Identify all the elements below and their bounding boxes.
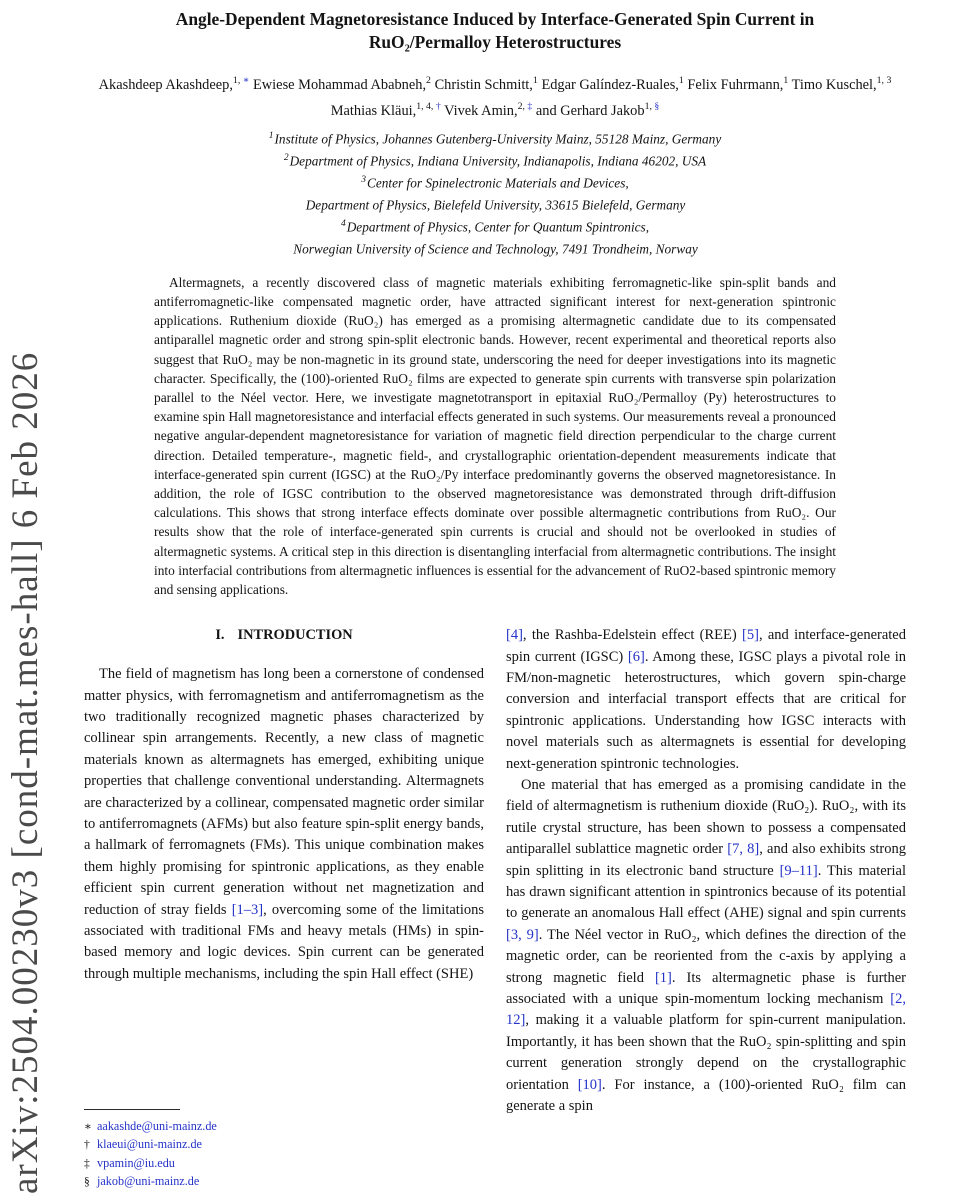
author-name: and Gerhard Jakob [535, 102, 645, 119]
body-text: One material that has emerged as a promising candidate in the field of altermagnetism is ruthenium dioxide (RuO₂). RuO₂, with its rutile crystal structure, has been shown to possess a compensated antiparallel sublattice magnetic order [506, 776, 906, 858]
affiliation-text: Department of Physics, Bielefeld University, 33615 Bielefeld, Germany [305, 197, 686, 213]
affiliation-line [84, 215, 906, 237]
body-text: , overcoming some of the limitations associated with traditional FMs and heavy metals (HMs) in spin-based memory and logic devices. Spin current can be generated through multiple mechanisms, including the spin Hall effect (SHE) [84, 901, 484, 982]
body-text: , the Rashba-Edelstein effect (REE) [522, 627, 743, 644]
author-list [84, 70, 906, 122]
body-text: , and interface-generated spin current (IGSC) [506, 627, 906, 665]
author-affil-sup [416, 101, 441, 112]
affiliation-line [84, 171, 906, 193]
author-affil-sup [877, 75, 892, 86]
author-sup-numbers: 2, [517, 100, 528, 112]
citation-link[interactable]: [1–3] [231, 901, 264, 918]
intro-paragraph-2 [506, 775, 906, 1118]
affiliation-line [84, 193, 906, 215]
body-text: . The Néel vector in RuO₂, which defines the direction of the magnetic order, can be reoriented from the c-axis by applying a strong magnetic field [506, 926, 906, 986]
affiliation-line [84, 149, 906, 171]
affiliation-text: Norwegian University of Science and Technology, 7491 Trondheim, Norway [293, 241, 698, 257]
footnote-mark: ‡ [84, 1157, 90, 1170]
abstract [154, 273, 836, 599]
author-sup-numbers: 1 [532, 75, 538, 86]
affiliation-line [84, 237, 906, 259]
author-affil-sup [783, 75, 788, 86]
author [330, 100, 441, 119]
author-sup-numbers: 1, [232, 75, 243, 86]
author-name: Mathias Kläui, [330, 102, 417, 119]
footnotes [84, 1109, 484, 1200]
footnote-mark: † [84, 1139, 90, 1152]
body-text: The field of magnetism has long been a cornerstone of condensed matter physics, with ferromagnetism and antiferromagnetism as the two traditionally recognized magnetic phases characterized by collinear spin arrangements. Recently, a new class of magnetic materials known as altermagnets has emerged, exhibiting unique properties that challenge conventional understanding. Altermagnets are characterized by a collinear, compensated magnetic order similar to antiferromagnets (AFMs) but also feature spin-split energy bands, a hallmark of ferromagnets (FMs). This unique combination makes them highly promising for spintronic applications, as they enable efficient spin current generation without net magnetization and reduction of stray fields [84, 666, 484, 918]
author-footnote-mark[interactable]: ∗ [242, 75, 250, 86]
footnote-mark: ∗ [84, 1120, 92, 1133]
email-link[interactable]: jakob@uni-mainz.de [97, 1174, 200, 1189]
footnote-item [84, 1136, 484, 1155]
footnote-mark: § [84, 1176, 90, 1189]
intro-paragraph-1 [84, 664, 484, 985]
author-sup-numbers: 1, [644, 100, 655, 112]
author-sup-numbers: 1, 3 [876, 75, 892, 86]
body-text: , making it a valuable platform for spin-current manipulation. Importantly, it has been shown that the RuO₂ spin-splitting and spin current generation strongly depend on the crystallographic orientation [506, 1012, 906, 1093]
author-affil-sup [426, 75, 431, 86]
paper-title-line-1: Angle-Dependent Magnetoresistance Induced by Interface-Generated Spin Current in [175, 9, 815, 29]
abstract-text: Altermagnets, a recently discovered class of magnetic materials exhibiting ferromagnetic-like spin-split bands and antiferromagnetic-like compensated magnetic order, have attracted significant interest for next-generation spintronic applications. Ruthenium dioxide (RuO₂) has emerged as a promising altermagnetic candidate due to its compensated antiparallel magnetic order and strong spin-split electronic bands. However, recent experimental and theoretical reports also suggest that RuO₂ may be non-magnetic in its ground state, underscoring the need for deeper investigations into its magnetic character. Specifically, the (100)-oriented RuO₂ films are expected to generate spin currents with transverse spin polarization parallel to the Néel vector. Here, we investigate magnetotransport in epitaxial RuO₂/Permalloy (Py) heterostructures to examine spin Hall magnetoresistance and interfacial effects generated in such systems. Our measurements reveal a pronounced negative angular-dependent magnetoresistance for variation of magnetic field direction perpendicular to the charge current direction. Detailed temperature-, magnetic field-, and crystallographic orientation-dependent measurements indicate that interface-generated spin current (IGSC) at the RuO₂/Py interface predominantly governs the observed magnetoresistance. In addition, the role of IGSC contribution to the observed magnetoresistance was demonstrated through drift-diffusion calculations. This shows that strong interface effects dominate over possible altermagnetic contributions from RuO₂. Our results show that the role of interface-generated spin currents is crucial and should not be overlooked in studies of altermagnetic systems. A critical step in this direction is disentangling interfacial from altermagnetic contributions. The insight into interfacial contributions from altermagnetic influences is essential for the advancement of RuO2-based spintronic memory and sensing applications. [154, 274, 836, 597]
section-heading-introduction [84, 627, 484, 644]
body-text: . For instance, a (100)-oriented RuO₂ film can generate a spin [506, 1076, 906, 1115]
body-text: . Its altermagnetic phase is further associated with a unique spin-momentum locking mechanism [506, 969, 906, 1008]
author-name: Christin Schmitt, [434, 76, 533, 93]
affiliation-number: 1 [268, 130, 274, 141]
affiliation-number: 4 [340, 218, 346, 229]
footnote-item [84, 1173, 484, 1192]
body-text: . This material has drawn significant attention in spintronics because of its potential to generate an anomalous Hall effect (AHE) signal and spin currents [506, 862, 906, 922]
paper-title [84, 8, 906, 54]
author-sup-numbers: 1, 4, [416, 100, 436, 112]
affiliation-text: Center for Spinelectronic Materials and Devices, [367, 175, 629, 191]
author [435, 77, 538, 93]
email-link[interactable]: klaeui@uni-mainz.de [97, 1137, 202, 1152]
author-sup-numbers: 2 [426, 75, 431, 86]
author [792, 77, 892, 93]
author-name: Felix Fuhrmann, [687, 76, 784, 93]
footnote-rule [84, 1109, 180, 1110]
paper-content [84, 0, 906, 1200]
footnote-item [84, 1118, 484, 1137]
author-footnote-mark[interactable]: ‡ [527, 100, 533, 112]
affiliation-text: Department of Physics, Indiana University, Indianapolis, Indiana 46202, USA [289, 153, 707, 169]
author-sup-numbers: 1 [678, 75, 684, 86]
affiliation-number: 2 [283, 152, 289, 163]
right-column [506, 625, 906, 1200]
citation-link[interactable]: [9–11] [779, 862, 818, 879]
author-name: Akashdeep Akashdeep, [98, 76, 233, 93]
citation-link[interactable]: [1] [654, 969, 672, 986]
author-affil-sup [679, 75, 684, 86]
intro-paragraph-1-continued [506, 625, 906, 775]
author-name: Ewiese Mohammad Ababneh, [253, 76, 427, 93]
author [253, 77, 431, 93]
affiliation-line [84, 127, 906, 149]
author-affil-sup [233, 75, 249, 86]
citation-link[interactable]: [3, 9] [506, 926, 539, 943]
citation-link[interactable]: [4] [506, 627, 523, 644]
body-text: , and also exhibits strong spin splitting in its electronic band structure [506, 841, 906, 879]
paper-title-line-2: RuO₂/Permalloy Heterostructures [368, 32, 622, 52]
citation-link[interactable]: [6] [627, 648, 645, 665]
author-name: Vivek Amin, [444, 102, 518, 119]
email-link[interactable]: aakashde@uni-mainz.de [97, 1118, 217, 1133]
section-number: I. [215, 627, 225, 644]
author-footnote-mark[interactable]: § [654, 100, 660, 112]
email-link[interactable]: vpamin@iu.edu [97, 1155, 175, 1170]
author-affil-sup [518, 101, 533, 112]
author-affil-sup [533, 75, 538, 86]
body-text: . Among these, IGSC plays a pivotal role in FM/non-magnetic heterostructures, which govern spin-charge conversion and interfacial transport effects that are critical for spintronic applications. Understanding how IGSC interacts with novel materials such as altermagnets is essential for developing next-generation spintronic technologies. [506, 648, 906, 772]
author-name: Timo Kuschel, [791, 76, 877, 93]
citation-link[interactable]: [10] [577, 1076, 602, 1093]
author-footnote-mark[interactable]: † [435, 100, 441, 112]
author-affil-sup [645, 101, 660, 112]
author [99, 77, 250, 93]
affiliation-text: Institute of Physics, Johannes Gutenberg-University Mainz, 55128 Mainz, Germany [274, 131, 722, 147]
affiliations [84, 127, 906, 259]
author [541, 77, 683, 93]
author [535, 100, 660, 119]
author [687, 77, 788, 93]
citation-link[interactable]: [7, 8] [727, 841, 760, 858]
citation-link[interactable]: [5] [742, 627, 759, 644]
left-column [84, 625, 484, 1200]
citation-link[interactable]: [2, 12] [506, 991, 906, 1029]
affiliation-number: 3 [361, 174, 367, 185]
affiliation-text: Department of Physics, Center for Quantum Spintronics, [346, 219, 650, 235]
author-name: Edgar Galíndez-Ruales, [541, 76, 679, 93]
footnote-item [84, 1155, 484, 1174]
arxiv-watermark: arXiv:2504.00230v3 [cond-mat.mes-hall] 6 Feb 2026 [5, 351, 46, 1194]
author-sup-numbers: 1 [783, 75, 789, 86]
two-column-body [84, 625, 906, 1200]
section-title: INTRODUCTION [237, 627, 353, 644]
author [444, 100, 533, 119]
